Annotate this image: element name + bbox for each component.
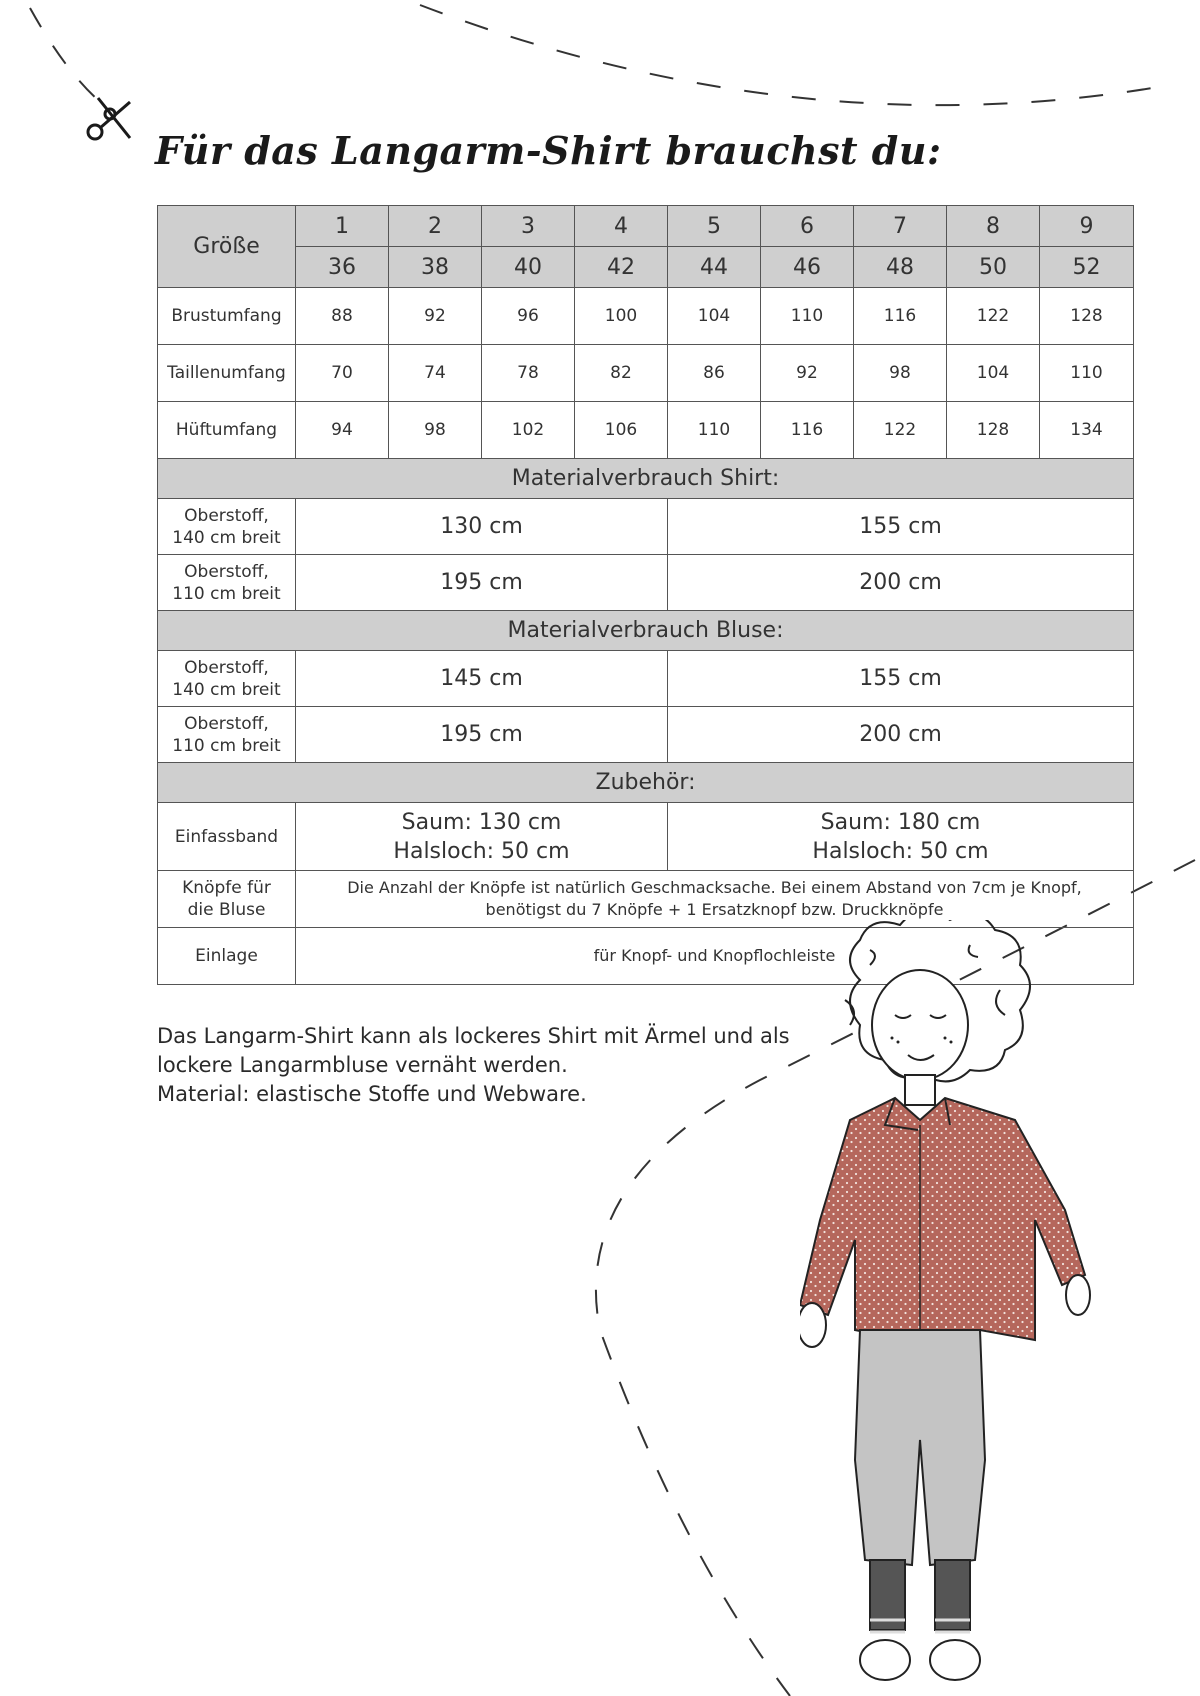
- material-label-line: Oberstoff,: [184, 561, 269, 582]
- measurement-value: 106: [575, 402, 668, 459]
- material-row: [158, 499, 1134, 555]
- measurement-value: 116: [854, 288, 947, 345]
- measurement-value: 100: [575, 288, 668, 345]
- einlage-text: für Knopf- und Knopflochleiste: [296, 928, 1134, 985]
- material-value: 200 cm: [668, 555, 1134, 611]
- material-label-line: Oberstoff,: [184, 505, 269, 526]
- measurement-value: 70: [296, 345, 389, 402]
- description-line: Material: elastische Stoffe und Webware.: [157, 1082, 587, 1106]
- measurement-value: 88: [296, 288, 389, 345]
- material-label-line: Oberstoff,: [184, 657, 269, 678]
- measurement-value: 78: [482, 345, 575, 402]
- description-line: Das Langarm-Shirt kann als lockeres Shirt mit Ärmel und als: [157, 1024, 790, 1048]
- measurement-value: 102: [482, 402, 575, 459]
- einfassband-left: [296, 803, 668, 871]
- material-value: 155 cm: [668, 499, 1134, 555]
- face-icon: [872, 970, 968, 1080]
- measurement-value: 94: [296, 402, 389, 459]
- material-value: 195 cm: [296, 707, 668, 763]
- measurement-value: 104: [668, 288, 761, 345]
- measurement-value: 128: [1040, 288, 1134, 345]
- einlage-label: Einlage: [158, 928, 296, 985]
- size-number: 5: [668, 206, 761, 247]
- measurement-value: 104: [947, 345, 1040, 402]
- size-eu: 40: [482, 247, 575, 288]
- description: [157, 1022, 857, 1109]
- section-heading: Materialverbrauch Bluse:: [158, 611, 1134, 651]
- einfassband-line: Saum: 180 cm: [820, 809, 981, 835]
- measurement-value: 98: [389, 402, 482, 459]
- material-value: 130 cm: [296, 499, 668, 555]
- measurement-value: 110: [1040, 345, 1134, 402]
- page-title: Für das Langarm-Shirt brauchst du:: [155, 128, 942, 173]
- size-number-row: [158, 206, 1134, 247]
- section-heading: Zubehör:: [158, 763, 1134, 803]
- measurement-value: 122: [947, 288, 1040, 345]
- einfassband-right: [668, 803, 1134, 871]
- einfassband-row: [158, 803, 1134, 871]
- measurement-row-brust: [158, 288, 1134, 345]
- size-number: 2: [389, 206, 482, 247]
- measurement-label: Brustumfang: [158, 288, 296, 345]
- measurement-value: 134: [1040, 402, 1134, 459]
- material-label-line: Oberstoff,: [184, 713, 269, 734]
- measurement-value: 110: [761, 288, 854, 345]
- blouse-icon: [800, 1098, 1085, 1340]
- knoepfe-row: [158, 871, 1134, 928]
- size-number: 3: [482, 206, 575, 247]
- size-label: Größe: [158, 206, 296, 288]
- size-eu: 50: [947, 247, 1040, 288]
- measurement-value: 110: [668, 402, 761, 459]
- material-row: [158, 651, 1134, 707]
- size-number: 6: [761, 206, 854, 247]
- material-value: 195 cm: [296, 555, 668, 611]
- material-value: 200 cm: [668, 707, 1134, 763]
- size-eu: 42: [575, 247, 668, 288]
- measurement-value: 96: [482, 288, 575, 345]
- material-value: 145 cm: [296, 651, 668, 707]
- size-number: 8: [947, 206, 1040, 247]
- einfassband-line: Saum: 130 cm: [401, 809, 562, 835]
- size-number: 7: [854, 206, 947, 247]
- measurement-value: 74: [389, 345, 482, 402]
- knoepfe-text-line: Die Anzahl der Knöpfe ist natürlich Geschmacksache. Bei einem Abstand von 7cm je Knopf,: [347, 878, 1082, 897]
- size-eu: 52: [1040, 247, 1134, 288]
- material-label: [158, 707, 296, 763]
- material-label-line: 110 cm breit: [172, 735, 281, 756]
- material-row: [158, 555, 1134, 611]
- material-label: [158, 555, 296, 611]
- size-eu: 36: [296, 247, 389, 288]
- size-eu: 48: [854, 247, 947, 288]
- size-eu: 38: [389, 247, 482, 288]
- girl-illustration: [800, 920, 1200, 1696]
- size-eu: 46: [761, 247, 854, 288]
- knoepfe-label-line: die Bluse: [187, 900, 266, 920]
- material-label-line: 110 cm breit: [172, 583, 281, 604]
- measurement-label: Hüftumfang: [158, 402, 296, 459]
- section-heading: Materialverbrauch Shirt:: [158, 459, 1134, 499]
- einfassband-line: Halsloch: 50 cm: [393, 838, 570, 864]
- measurement-value: 98: [854, 345, 947, 402]
- measurement-row-taille: [158, 345, 1134, 402]
- knoepfe-label-line: Knöpfe für: [182, 878, 271, 898]
- measurement-value: 122: [854, 402, 947, 459]
- section-bluse: [158, 611, 1134, 651]
- material-label-line: 140 cm breit: [172, 527, 281, 548]
- measurement-label: Taillenumfang: [158, 345, 296, 402]
- material-value: 155 cm: [668, 651, 1134, 707]
- einfassband-line: Halsloch: 50 cm: [812, 838, 989, 864]
- size-number: 1: [296, 206, 389, 247]
- measurement-value: 82: [575, 345, 668, 402]
- section-shirt: [158, 459, 1134, 499]
- measurement-value: 92: [389, 288, 482, 345]
- material-label-line: 140 cm breit: [172, 679, 281, 700]
- section-zubehoer: [158, 763, 1134, 803]
- size-table: [157, 205, 1134, 985]
- einfassband-label: Einfassband: [158, 803, 296, 871]
- material-row: [158, 707, 1134, 763]
- size-eu: 44: [668, 247, 761, 288]
- knoepfe-label: [158, 871, 296, 928]
- knoepfe-text-line: benötigst du 7 Knöpfe + 1 Ersatzknopf bzw. Druckknöpfe: [485, 900, 944, 919]
- material-label: [158, 651, 296, 707]
- scissors-icon: [84, 92, 144, 152]
- measurement-value: 116: [761, 402, 854, 459]
- measurement-value: 128: [947, 402, 1040, 459]
- knoepfe-text: [296, 871, 1134, 928]
- description-line: lockere Langarmbluse vernäht werden.: [157, 1053, 568, 1077]
- size-eu-row: [158, 247, 1134, 288]
- size-number: 4: [575, 206, 668, 247]
- measurement-value: 86: [668, 345, 761, 402]
- size-number: 9: [1040, 206, 1134, 247]
- measurement-row-huefte: [158, 402, 1134, 459]
- measurement-value: 92: [761, 345, 854, 402]
- pants-icon: [855, 1330, 985, 1565]
- material-label: [158, 499, 296, 555]
